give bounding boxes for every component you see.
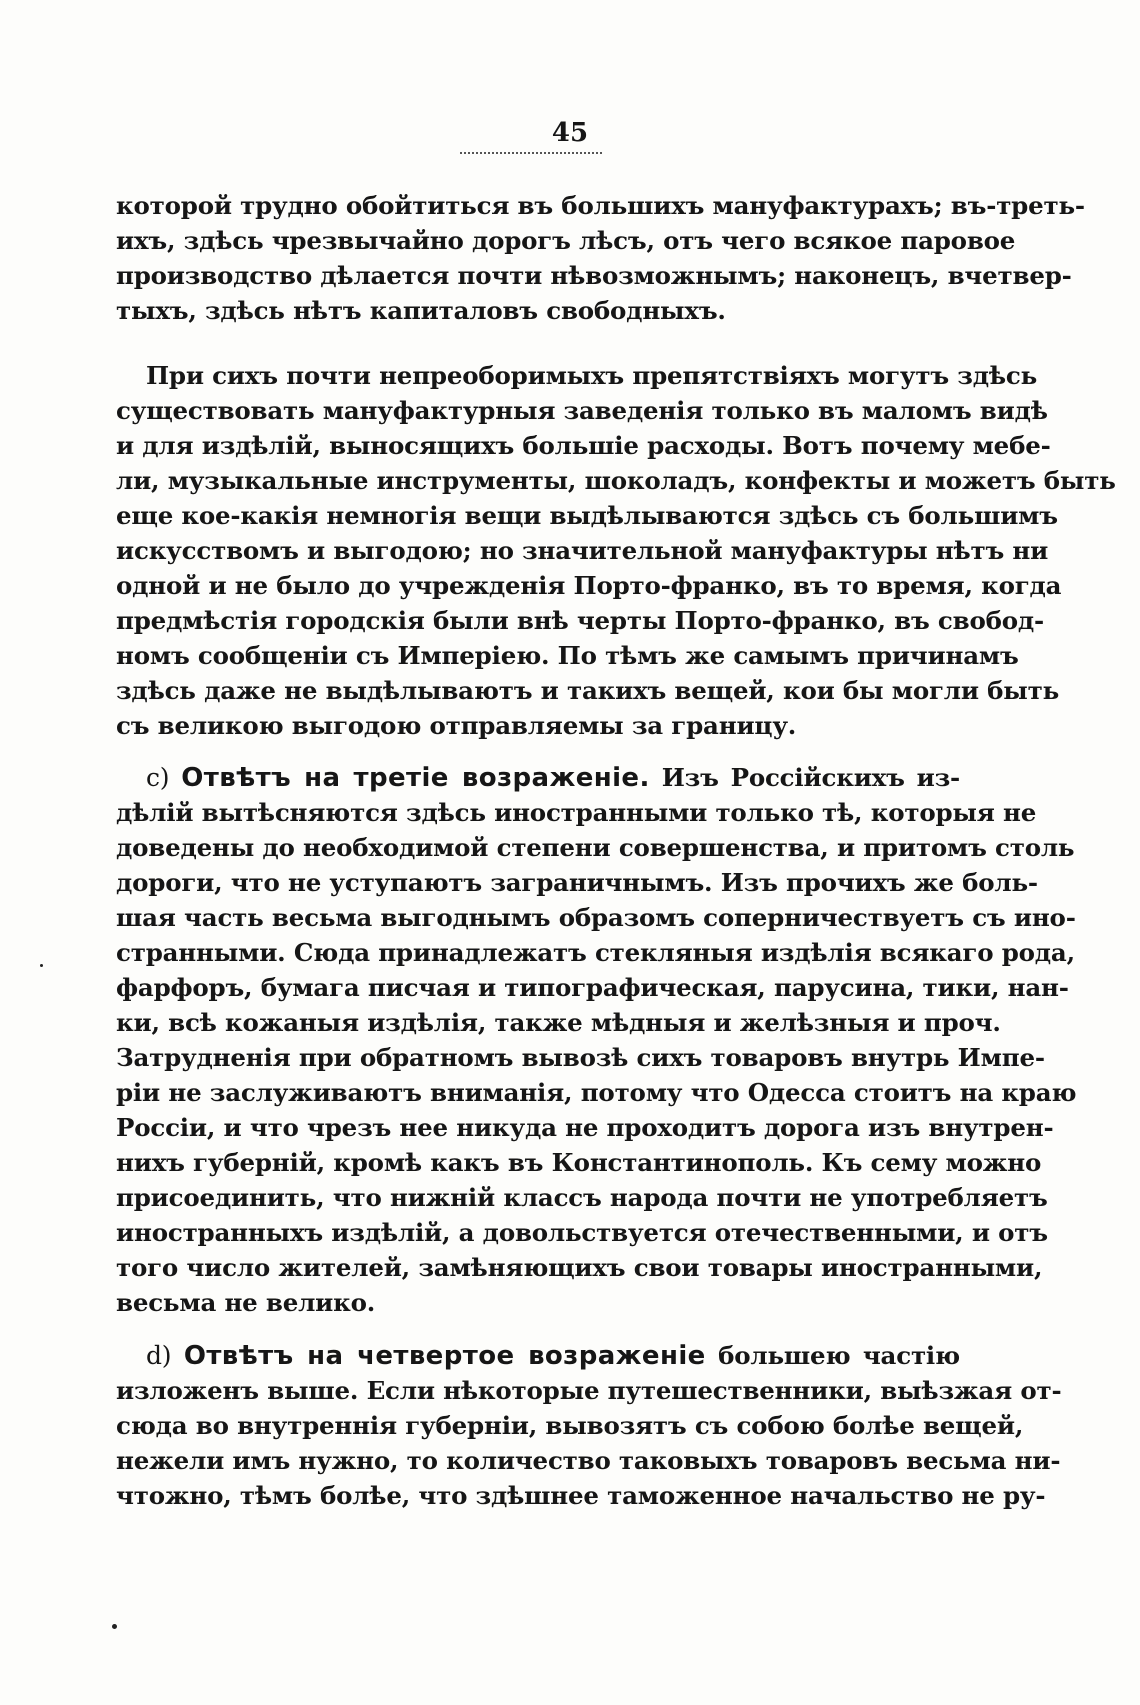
text-line: номъ сообщеніи съ Имперіею. По тѣмъ же самымъ причинамъ [116,641,1019,670]
page-number-rule [460,152,602,154]
text-line: тыхъ, здѣсь нѣтъ капиталовъ свободныхъ. [116,296,726,325]
text-line: ріи не заслуживаютъ вниманія, потому что Одесса стоитъ на краю [116,1078,1077,1107]
paragraph-fourth-objection [116,1338,1062,1513]
text-line: странными. Сюда принадлежатъ стекляныя издѣлія всякаго рода, [116,938,1075,967]
section-heading: Отвѣтъ на третіе возраженіе. [181,763,650,793]
text-line: которой трудно обойтиться въ большихъ мануфактурахъ; въ-треть- [116,191,1085,220]
text-line-with-heading [116,760,960,795]
scan-speck [40,964,43,967]
text-line: ки, всѣ кожаныя издѣлія, также мѣдныя и желѣзныя и проч. [116,1008,1001,1037]
text-line: шая часть весьма выгоднымъ образомъ соперничествуетъ съ ино- [116,903,1076,932]
paragraph-third-objection [116,760,1077,1320]
text-fragment: Изъ Россійскихъ из- [661,763,960,792]
text-line: сюда во внутреннія губерніи, вывозятъ съ собою болѣе вещей, [116,1411,1024,1440]
section-marker: c) [146,763,170,792]
text-line: искусствомъ и выгодою; но значительной мануфактуры нѣтъ ни [116,536,1049,565]
text-line: Затрудненія при обратномъ вывозѣ сихъ товаровъ внутрь Импе- [116,1043,1045,1072]
text-line: нихъ губерній, кромѣ какъ въ Константинополь. Къ сему можно [116,1148,1042,1177]
text-line: фарфоръ, бумага писчая и типографическая, парусина, тики, нан- [116,973,1069,1002]
text-line: и для издѣлій, выносящихъ большіе расходы. Вотъ почему мебе- [116,431,1051,460]
text-line: ли, музыкальные инструменты, шоколадъ, конфекты и можетъ быть [116,466,1116,495]
page-number: 45 [551,118,589,148]
paragraph-continuation [116,188,1085,328]
text-line: того число жителей, замѣняющихъ свои товары иностранными, [116,1253,1043,1282]
text-line: здѣсь даже не выдѣлываютъ и такихъ вещей, кои бы могли быть [116,676,1060,705]
text-line: одной и не было до учрежденія Порто-франко, въ то время, когда [116,571,1062,600]
text-line-with-heading [116,1338,960,1373]
paragraph-obstacles [116,358,1116,743]
scan-speck [112,1624,117,1629]
text-line: чтожно, тѣмъ болѣе, что здѣшнее таможенное начальство не ру- [116,1481,1046,1510]
text-line: еще кое-какія немногія вещи выдѣлываются здѣсь съ большимъ [116,501,1058,530]
text-fragment: большею частію [718,1341,960,1370]
section-heading: Отвѣтъ на четвертое возраженіе [183,1341,706,1371]
text-line: Россіи, и что чрезъ нее никуда не проходитъ дорога изъ внутрен- [116,1113,1054,1142]
text-line: дороги, что не уступаютъ заграничнымъ. Изъ прочихъ же боль- [116,868,1038,897]
text-line: изложенъ выше. Если нѣкоторые путешественники, выѣзжая от- [116,1376,1062,1405]
text-line: дѣлій вытѣсняются здѣсь иностранными только тѣ, которыя не [116,798,1037,827]
text-line: предмѣстія городскія были внѣ черты Порто-франко, въ свобод- [116,606,1044,635]
text-line: существовать мануфактурныя заведенія только въ маломъ видѣ [116,396,1048,425]
text-line: съ великою выгодою отправляемы за границу. [116,711,797,740]
text-line: присоединить, что нижній классъ народа почти не употребляетъ [116,1183,1048,1212]
text-line: производство дѣлается почти нѣвозможнымъ; наконецъ, вчетвер- [116,261,1072,290]
text-line: весьма не велико. [116,1288,376,1317]
text-line: При сихъ почти непреоборимыхъ препятствіяхъ могутъ здѣсь [146,361,1038,390]
text-line: иностранныхъ издѣлій, а довольствуется отечественными, и отъ [116,1218,1048,1247]
text-line: ихъ, здѣсь чрезвычайно дорогъ лѣсъ, отъ чего всякое паровое [116,226,1016,255]
text-line: доведены до необходимой степени совершенства, и притомъ столь [116,833,1075,862]
text-line: нежели имъ нужно, то количество таковыхъ товаровъ весьма ни- [116,1446,1061,1475]
section-marker: d) [146,1341,172,1370]
